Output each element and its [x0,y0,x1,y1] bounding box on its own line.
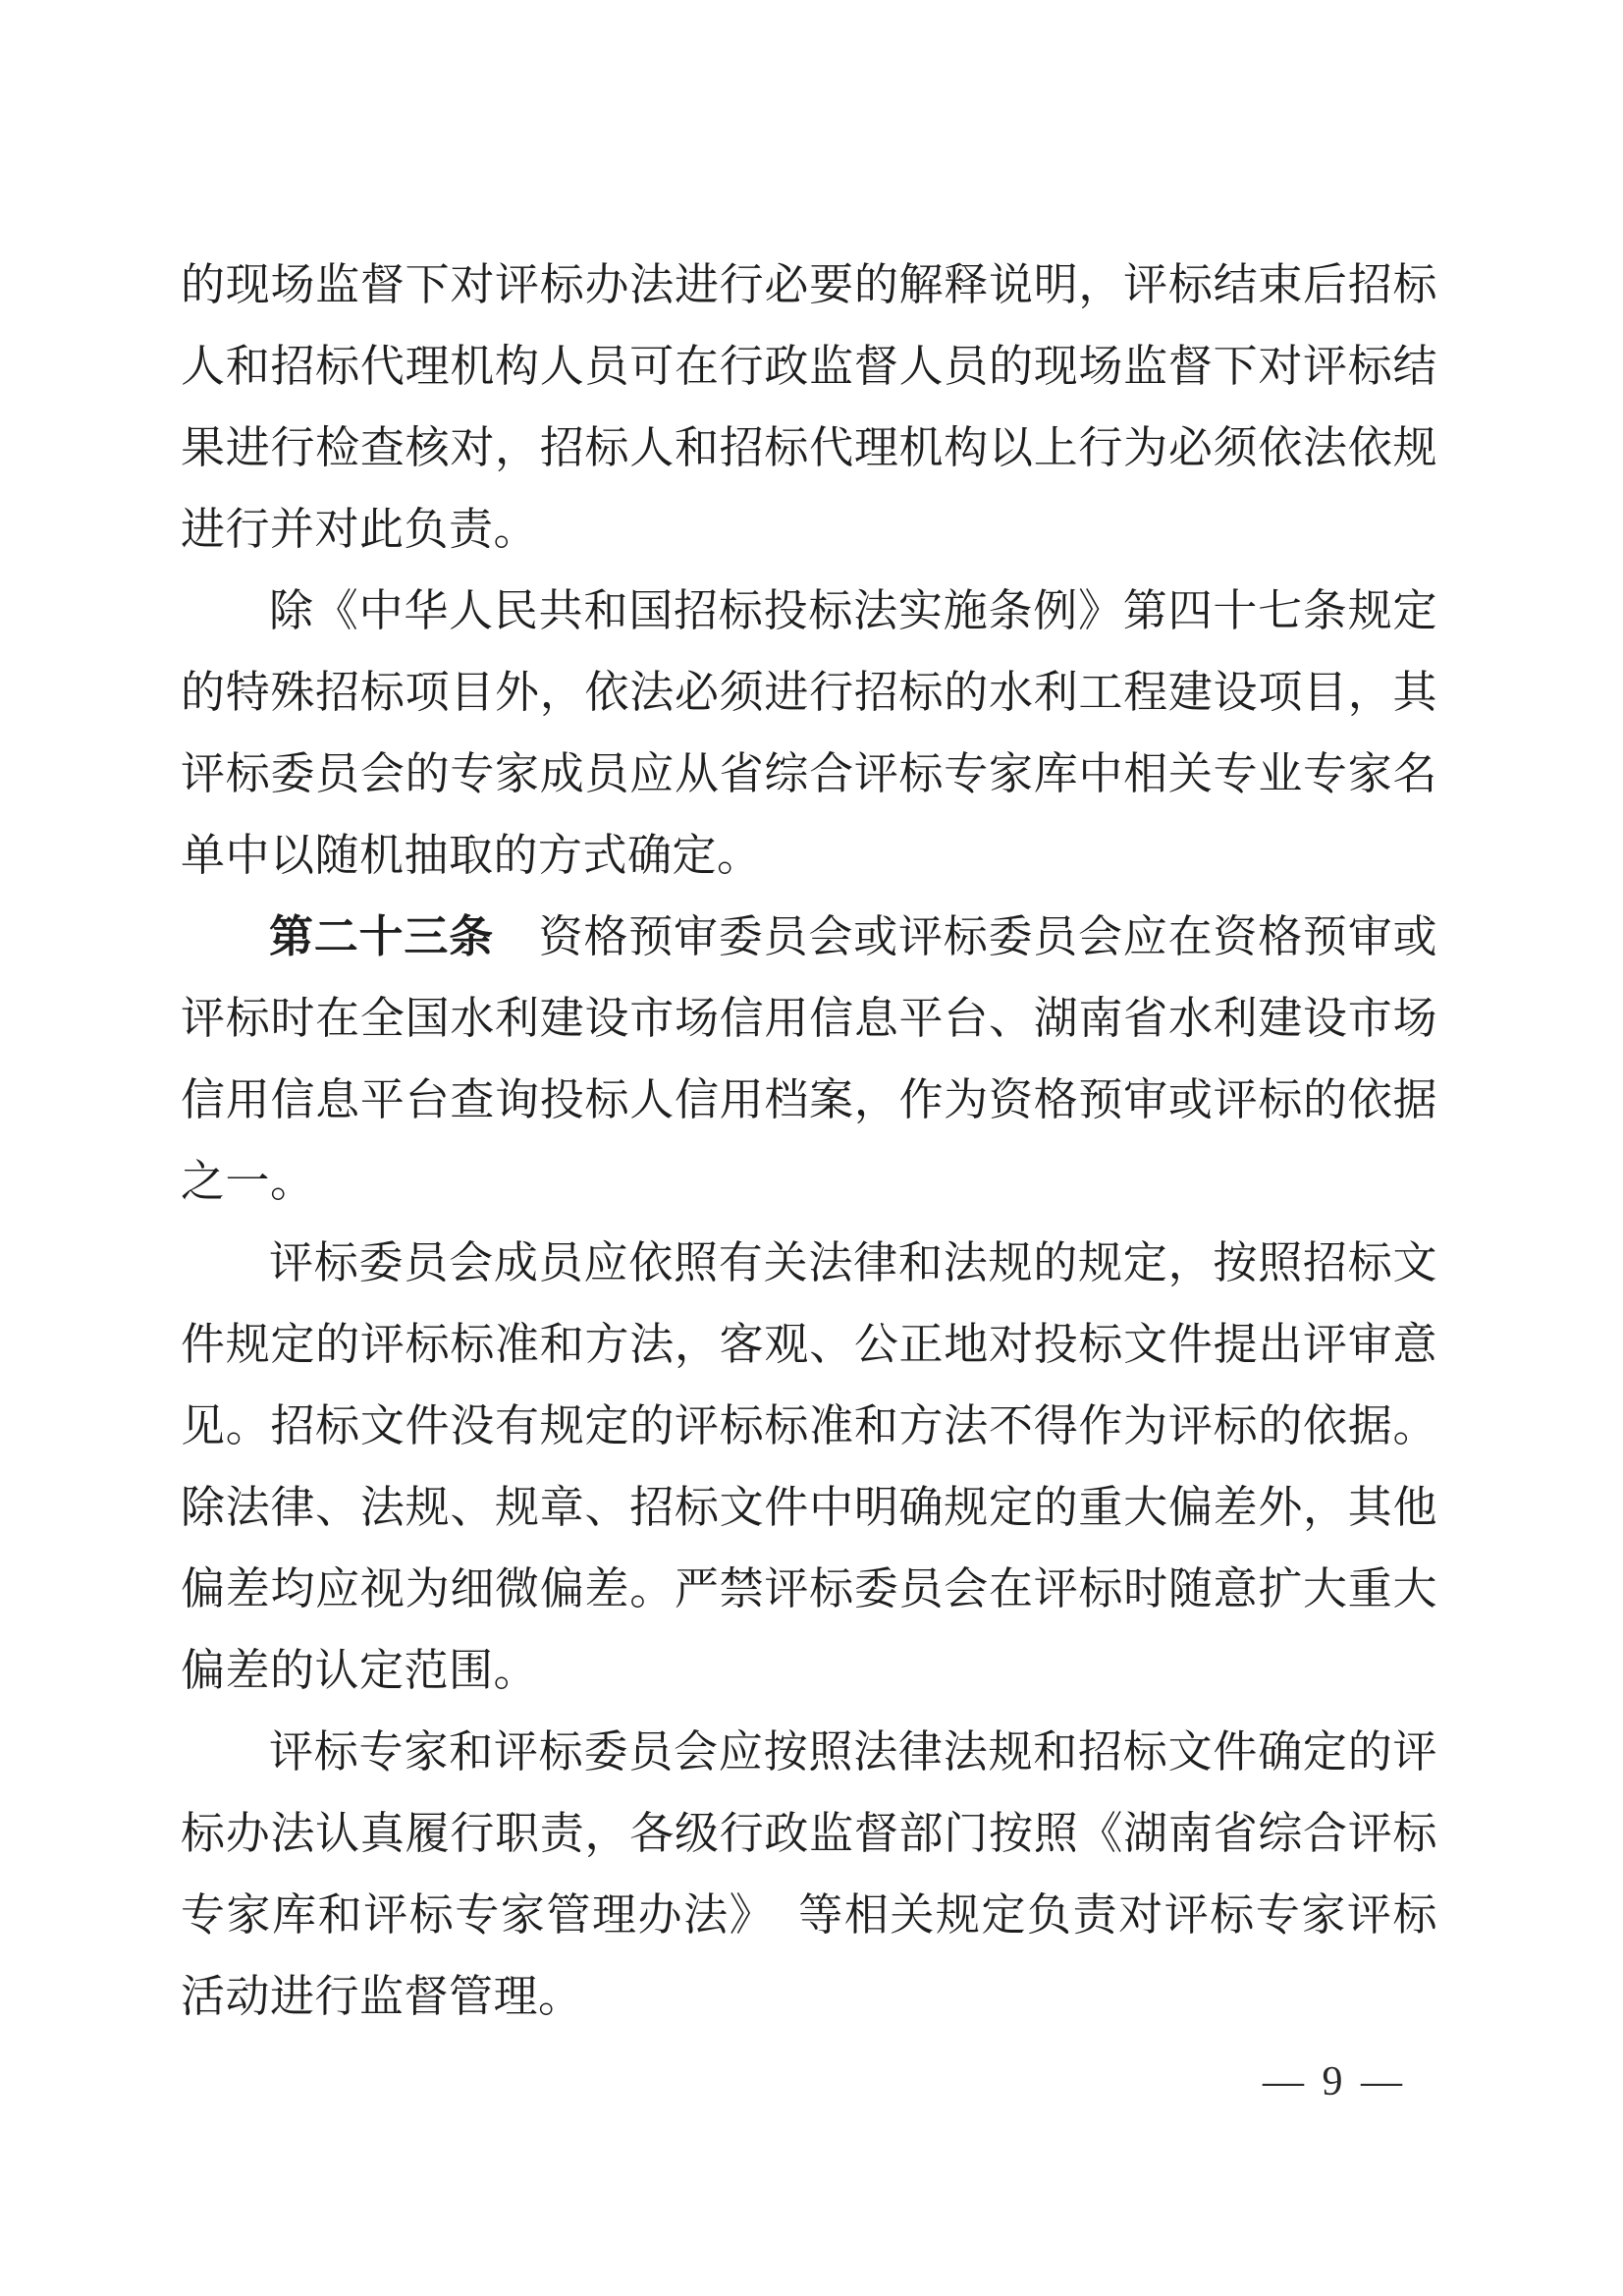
article-number-label: 第二十三条 [269,912,494,961]
paragraph-4-text: 评标委员会成员应依照有关法律和法规的规定，按照招标文件规定的评标标准和方法，客观、公正地对投标文件提出评审意见。招标文件没有规定的评标标准和方法不得作为评标的依据。除法律、法规、规章、招标文件中明确规定的重大偏差外，其他偏差均应视为细微偏差。严禁评标委员会在评标时随意扩大重大偏差的认定范围。 [181,1238,1437,1695]
paragraph-5 [181,1712,1437,2038]
paragraph-article-23-text: 资格预审委员会或评标委员会应在资格预审或评标时在全国水利建设市场信用信息平台、湖南省水利建设市场信用信息平台查询投标人信用档案，作为资格预审或评标的依据之一。 [181,912,1437,1206]
page-number: — 9 — [1263,2059,1406,2105]
paragraph-article-23 [181,897,1437,1223]
paragraph-5-text: 评标专家和评标委员会应按照法律法规和招标文件确定的评标办法认真履行职责，各级行政监督部门按照《湖南省综合评标专家库和评标专家管理办法》 等相关规定负责对评标专家评标活动进行监督管理。 [181,1727,1437,2021]
paragraph-1 [181,245,1437,571]
paragraph-4 [181,1223,1437,1712]
paragraph-2 [181,571,1437,897]
document-body [181,245,1437,2038]
paragraph-2-text: 除《中华人民共和国招标投标法实施条例》第四十七条规定的特殊招标项目外，依法必须进行招标的水利工程建设项目，其评标委员会的专家成员应从省综合评标专家库中相关专业专家名单中以随机抽取的方式确定。 [181,586,1437,880]
paragraph-1-text: 的现场监督下对评标办法进行必要的解释说明，评标结束后招标人和招标代理机构人员可在行政监督人员的现场监督下对评标结果进行检查核对，招标人和招标代理机构以上行为必须依法依规进行并对此负责。 [181,260,1437,554]
